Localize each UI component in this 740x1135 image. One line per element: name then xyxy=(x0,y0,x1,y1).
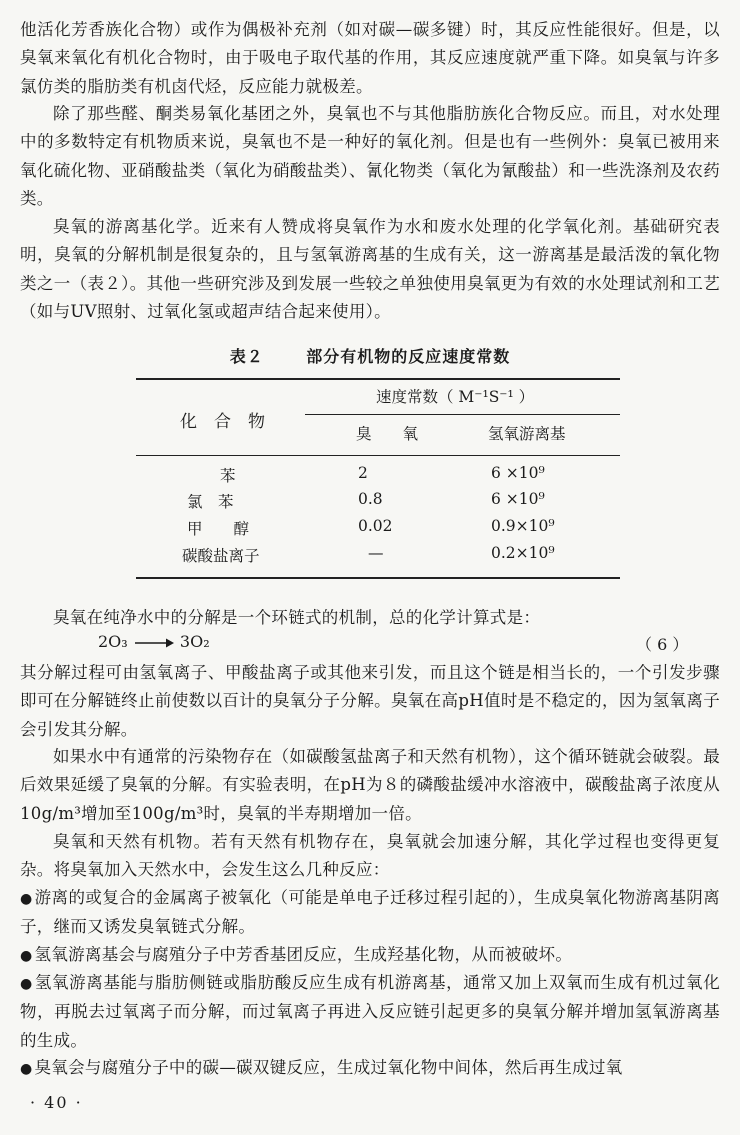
bullet-icon: ● xyxy=(20,1061,33,1077)
bullet-item xyxy=(20,1054,720,1083)
paragraph-aliphatic-exceptions: 除了那些醛、酮类易氧化基团之外，臭氧也不与其他脂肪族化合物反应。而且，对水处理中的多数特定有机物质来说，臭氧也不是一种好的氧化剂。但是也有一些例外：臭氧已被用来氧化硫化物、亚硝酸盐类（氧化为硝酸盐类）、氰化物类（氧化为氰酸盐）和一些洗涤剂及农药类。 xyxy=(20,104,720,209)
table-header-ozone: 臭 氧 xyxy=(356,425,419,443)
table-cell-hydroxyl: 6 ×10⁹ xyxy=(491,490,545,508)
bullet-icon: ● xyxy=(20,976,33,992)
bullet-item xyxy=(20,969,720,1055)
bullet-text: 氢氧游离基能与脂肪侧链或脂肪酸反应生成有机游离基，通常又加上双氧而生成有机过氧化物，再脱去过氧离子而分解，而过氧离子再进入反应链引起更多的臭氧分解并增加氢氧游离基的生成。 xyxy=(20,973,720,1050)
table-cell-ozone: 0.02 xyxy=(358,517,393,535)
table-cell-compound: 甲 醇 xyxy=(187,520,250,538)
table-header-compound: 化 合 物 xyxy=(180,412,265,432)
table-mid-rule xyxy=(305,414,620,415)
bullet-icon: ● xyxy=(20,948,33,964)
paragraph-ozone-reactivity: 他活化芳香族化合物）或作为偶极补充剂（如对碳—碳多键）时，其反应性能很好。但是，以臭氧来氧化有机化合物时，由于吸电子取代基的作用，其反应速度就严重下降。如臭氧与许多氯仿类的脂肪类有机卤代烃，反应能力就极差。 xyxy=(20,20,720,96)
table-top-rule xyxy=(136,378,620,380)
bullet-item xyxy=(20,941,720,970)
table-header-rate: 速度常数（ M⁻¹S⁻¹ ） xyxy=(376,388,535,406)
table-cell-ozone: 0.8 xyxy=(358,490,383,508)
bullet-text: 臭氧会与腐殖分子中的碳—碳双键反应，生成过氧化物中间体，然后再生成过氧 xyxy=(34,1058,623,1077)
equation-lhs: 2O₃ xyxy=(98,632,128,651)
table-cell-compound: 碳酸盐离子 xyxy=(182,547,260,565)
bullet-icon: ● xyxy=(20,891,33,907)
paragraph-pure-water-decomposition: 臭氧在纯净水中的分解是一个环链式的机制，总的化学计算式是： xyxy=(53,608,541,627)
table-cell-hydroxyl: 0.2×10⁹ xyxy=(491,544,555,562)
table-cell-compound: 氯 苯 xyxy=(187,493,234,511)
table-caption: 部分有机物的反应速度常数 xyxy=(306,347,511,366)
paragraph-natural-organics: 臭氧和天然有机物。若有天然有机物存在，臭氧就会加速分解，其化学过程也变得更复杂。将臭氧加入天然水中，会发生这么几种反应： xyxy=(20,832,720,880)
page-number: · 40 · xyxy=(30,1093,83,1112)
arrow-icon xyxy=(134,637,174,649)
bullet-text: 游离的或复合的金属离子被氧化（可能是单电子迁移过程引起的），生成臭氧化物游离基阴离子，继而又诱发臭氧链式分解。 xyxy=(20,888,720,937)
paragraph-pollutant-effect: 如果水中有通常的污染物存在（如碳酸氢盐离子和天然有机物），这个循环链就会破裂。最后效果延缓了臭氧的分解。有实验表明，在pH为８的磷酸盐缓冲水溶液中，碳酸盐离子浓度从10g/m³增加至100g/m³时，臭氧的半寿期增加一倍。 xyxy=(20,747,720,823)
table-title xyxy=(0,344,740,367)
table-header-rule xyxy=(136,455,620,456)
bullet-text: 氢氧游离基会与腐殖分子中芳香基团反应，生成羟基化物，从而被破坏。 xyxy=(34,945,573,964)
table-bottom-rule xyxy=(136,577,620,579)
table-cell-hydroxyl: 6 ×10⁹ xyxy=(491,464,545,482)
bullet-item xyxy=(20,884,720,942)
equation-rhs: 3O₂ xyxy=(179,632,210,651)
table-cell-compound: 苯 xyxy=(220,467,236,485)
equation xyxy=(98,632,210,651)
table-cell-ozone: — xyxy=(368,544,384,562)
table-cell-ozone: 2 xyxy=(358,464,368,482)
table-header-hydroxyl: 氢氧游离基 xyxy=(488,425,566,443)
paragraph-chain-initiation: 其分解过程可由氢氧离子、甲酸盐离子或其他来引发，而且这个链是相当长的，一个引发步骤即可在分解链终止前使数以百计的臭氧分子分解。臭氧在高pH值时是不稳定的，因为氢氧离子会引发其分解。 xyxy=(20,663,720,739)
table-number: 表２ xyxy=(229,347,264,366)
table-cell-hydroxyl: 0.9×10⁹ xyxy=(491,517,555,535)
paragraph-radical-chemistry: 臭氧的游离基化学。近来有人赞成将臭氧作为水和废水处理的化学氧化剂。基础研究表明，臭氧的分解机制是很复杂的，且与氢氧游离基的生成有关，这一游离基是最活泼的氧化物类之一（表２）。其他一些研究涉及到发展一些较之单独使用臭氧更为有效的水处理试剂和工艺（如与UV照射、过氧化氢或超声结合起来使用）。 xyxy=(20,217,720,322)
equation-number: （ 6 ） xyxy=(636,635,689,654)
